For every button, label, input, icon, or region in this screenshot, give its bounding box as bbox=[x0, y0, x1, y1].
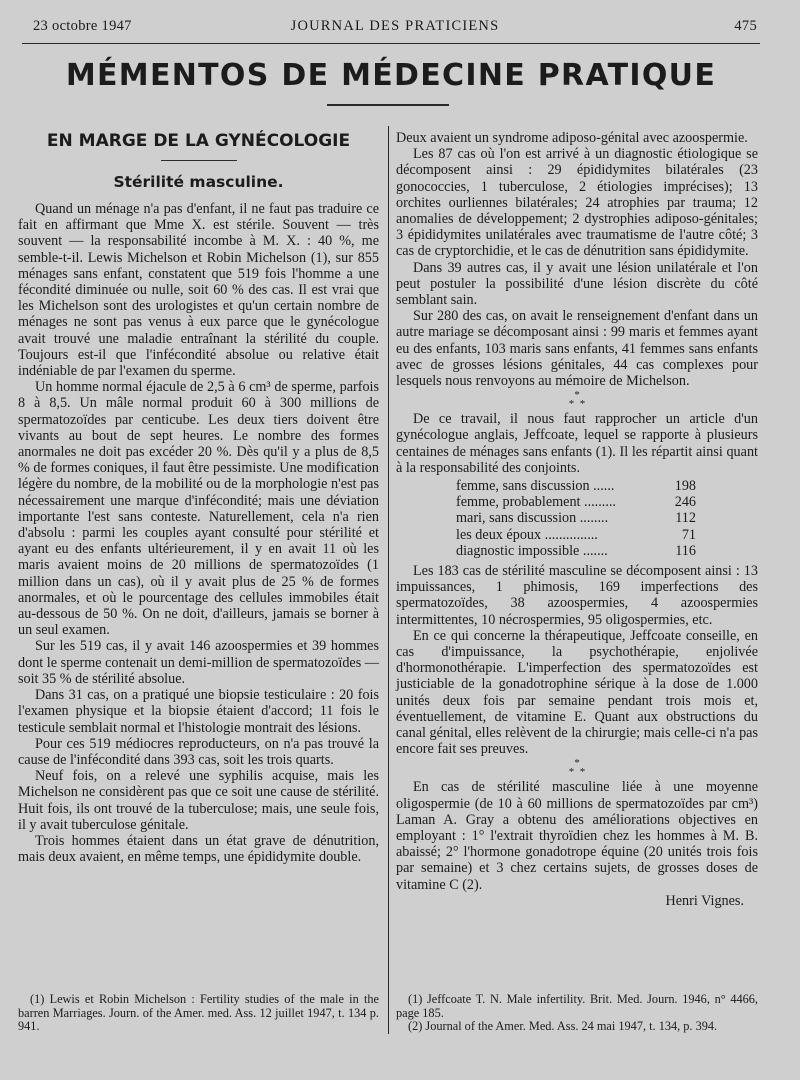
section-title: EN MARGE DE LA GYNÉCOLOGIE bbox=[46, 131, 351, 151]
column-divider bbox=[388, 126, 389, 1034]
section-separator: * * * bbox=[568, 389, 586, 411]
section-rule bbox=[161, 160, 237, 161]
paragraph: Quand un ménage n'a pas d'enfant, il ne faut pas traduire ce fait en affirmant que Mme X. est stérile. Souvent — très souvent — la responsabilité incombe à M. X. : 40 %, me semble-t-il. Lewis Michelson et Robin Michelson (1), sur 855 ménages sans enfant, constatent que 519 fois l'homme a une fécondité diminuée ou nulle, soit 60 % des cas. Il est vrai que les Michelson sont des urologistes et qu'un certain nombre de ménages ne sont pas venus à eux parce que le gynécologue avait trouvé une maladie entraînant la stérilité du couple. Toujours est-il que l'infécondité absolue ou relative était indéniable de par l'examen du sperme. bbox=[18, 201, 379, 380]
paragraph: Trois hommes étaient dans un état grave de dénutrition, mais deux avaient, en même temps, une épididymite double. bbox=[18, 832, 379, 866]
table-label: diagnostic impossible ....... bbox=[456, 542, 608, 559]
paragraph: En ce qui concerne la thérapeutique, Jeffcoate conseille, en cas d'impuissance, la psychothérapie, enjolivée d'hormonothérapie. L'imperfection des spermatozoïdes est justiciable de la gonadotrophine sérique à la dose de 1.000 unités deux fois par semaine pendant trois mois et, éventuellement, de vitamine E. Quant aux obstructions du canal génital, elles relèvent de la chirurgie; mais celle-ci n'a pas encore fait ses preuves. bbox=[396, 627, 758, 758]
footnote-text: (2) Journal of the Amer. Med. Ass. 24 mai 1947, t. 134, p. 394. bbox=[408, 1019, 718, 1034]
table-label: les deux époux ............... bbox=[456, 526, 598, 543]
paragraph: Pour ces 519 médiocres reproducteurs, on n'a pas trouvé la cause de l'infécondité dans 393 cas, soit les trois quarts. bbox=[18, 735, 379, 768]
page-number: 475 bbox=[734, 18, 757, 34]
table-label: mari, sans discussion ........ bbox=[456, 510, 609, 527]
paragraph: Les 87 cas où l'on est arrivé à un diagnostic étiologique se décomposent ainsi : 29 épididymites bilatérales (23 gonococcies, 1 tuberculose, 2 étiologies imprécises); 13 orchites ourliennes bilatérales; 24 atrophies par trauma; 12 anomalies de développement; 2 dystrophies adiposo-génitales; 3 épididymites unilatérales avec traumatisme de l'autre côté; 3 cas de cryptorchidie, et le cas de dénutrition sans épididymite. bbox=[396, 146, 758, 260]
footnotes-right bbox=[396, 993, 758, 1034]
table-row bbox=[396, 478, 758, 494]
page-title: MÉMENTOS DE MÉDECINE PRATIQUE bbox=[65, 58, 717, 93]
title-rule bbox=[327, 104, 449, 106]
right-column bbox=[396, 130, 758, 909]
table-value: 112 bbox=[675, 510, 696, 527]
table-label: femme, probablement ......... bbox=[456, 494, 616, 511]
table-value: 246 bbox=[674, 494, 696, 511]
paragraph: De ce travail, il nous faut rapprocher un article d'un gynécologue anglais, Jeffcoate, lequel se rapporte à plusieurs centaines de ménages sans enfants (1). Il les répartit ainsi quant à la responsabilité des conjoints. bbox=[396, 411, 758, 476]
table-row bbox=[396, 494, 758, 510]
table-label: femme, sans discussion ...... bbox=[456, 478, 615, 495]
author-signature: Henri Vignes. bbox=[665, 892, 744, 909]
paragraph: Neuf fois, on a relevé une syphilis acquise, mais les Michelson ne considèrent pas que ce soit une cause de stérilité. Huit fois, ils ont trouvé de la tuberculose; mais, une seule fois, il y avait tuberculose génitale. bbox=[18, 768, 379, 833]
paragraph: Un homme normal éjacule de 2,5 à 6 cm³ de sperme, parfois 8 à 8,5. Un mâle normal produit 60 à 300 millions de spermatozoïdes par centicube. Les deux tiers doivent être vivants au bout de sept heures. Le nombre des formes anormales ne doit pas excéder 20 %. Dès qu'il y a plus de 8,5 % de formes coniques, il faut être pessimiste. Une modification légère du nombre, de la mobilité ou de la morphologie n'est pas nécessairement une marque d'infécondité; mais une déviation importante l'est sans conteste. Naturellement, cela n'a rien d'absolu : parmi les couples ayant consulté pour stérilité et ayant eu des enfants ultérieurement, il y en avait 11 où les maris avaient moins de 20 millions de spermatozoïdes (1 million dans un cas), où il y avait plus de 25 % de formes anormales, et où le pourcentage des cellules immobiles était au-dessous de 50 %. On ne doit, d'ailleurs, jamais se borner à un seul examen. bbox=[18, 379, 379, 639]
section-separator: * * * bbox=[568, 757, 586, 779]
table-row bbox=[396, 527, 758, 543]
paragraph: Deux avaient un syndrome adiposo-génital avec azoospermie. bbox=[396, 130, 748, 146]
journal-name: JOURNAL DES PRATICIENS bbox=[290, 18, 500, 34]
table-value: 198 bbox=[674, 478, 696, 495]
paragraph: Les 183 cas de stérilité masculine se décomposent ainsi : 13 impuissances, 1 phimosis, 169 imperfections des spermatozoïdes, 38 azoospermies, 4 azoospermies intermittentes, 10 nécrospermies, 95 oligospermies, etc. bbox=[396, 563, 758, 628]
footnote bbox=[18, 993, 379, 1034]
table-row bbox=[396, 510, 758, 526]
footnote-text: (1) Lewis et Robin Michelson : Fertility studies of the male in the barren Marriages. Journ. of the Amer. med. Ass. 12 juillet 1947, t. 134 p. 941. bbox=[18, 992, 379, 1034]
article-subtitle: Stérilité masculine. bbox=[113, 173, 284, 191]
responsibility-table bbox=[396, 478, 758, 559]
paragraph: Sur 280 des cas, on avait le renseignement d'enfant dans un autre mariage se décomposant ainsi : 99 maris et femmes ayant eu des enfants, 103 maris sans enfants, 41 femmes sans enfants avec de grosses lésions génitales, 44 cas complexes pour lesquels nous renvoyons au mémoire de Michelson. bbox=[396, 308, 758, 390]
table-row bbox=[396, 543, 758, 559]
left-column bbox=[18, 130, 379, 865]
issue-date: 23 octobre 1947 bbox=[33, 18, 132, 34]
table-value: 71 bbox=[681, 526, 696, 543]
paragraph: Sur les 519 cas, il y avait 146 azoospermies et 39 hommes dont le sperme contenait un demi-million de spermatozoïdes — soit 35 % de stérilité absolue. bbox=[18, 638, 379, 687]
paragraph: En cas de stérilité masculine liée à une moyenne oligospermie (de 10 à 60 millions de spermatozoïdes par cm³) Laman A. Gray a obtenu des améliorations objectives en employant : 1° l'extrait thyroïdien chez les hommes à M. B. abaissé; 2° l'hormone gonadotrope équine (20 unités trois fois par semaine) et 3 chez certains sujets, de grosses doses de vitamine C (2). bbox=[396, 779, 758, 893]
footnote-text: (1) Jeffcoate T. N. Male infertility. Brit. Med. Journ. 1946, n° 4466, page 185. bbox=[396, 992, 758, 1020]
running-header bbox=[33, 18, 757, 40]
table-value: 116 bbox=[675, 542, 696, 559]
paragraph: Dans 39 autres cas, il y avait une lésion unilatérale et l'on peut postuler la possibilité d'une lésion discrète du côté semblant sain. bbox=[396, 259, 758, 309]
paragraph: Dans 31 cas, on a pratiqué une biopsie testiculaire : 20 fois l'examen physique et la biopsie étaient d'accord; 11 fois le testicule semblait normal et l'histologie montrait des lésions. bbox=[18, 687, 379, 736]
header-rule bbox=[22, 43, 760, 44]
